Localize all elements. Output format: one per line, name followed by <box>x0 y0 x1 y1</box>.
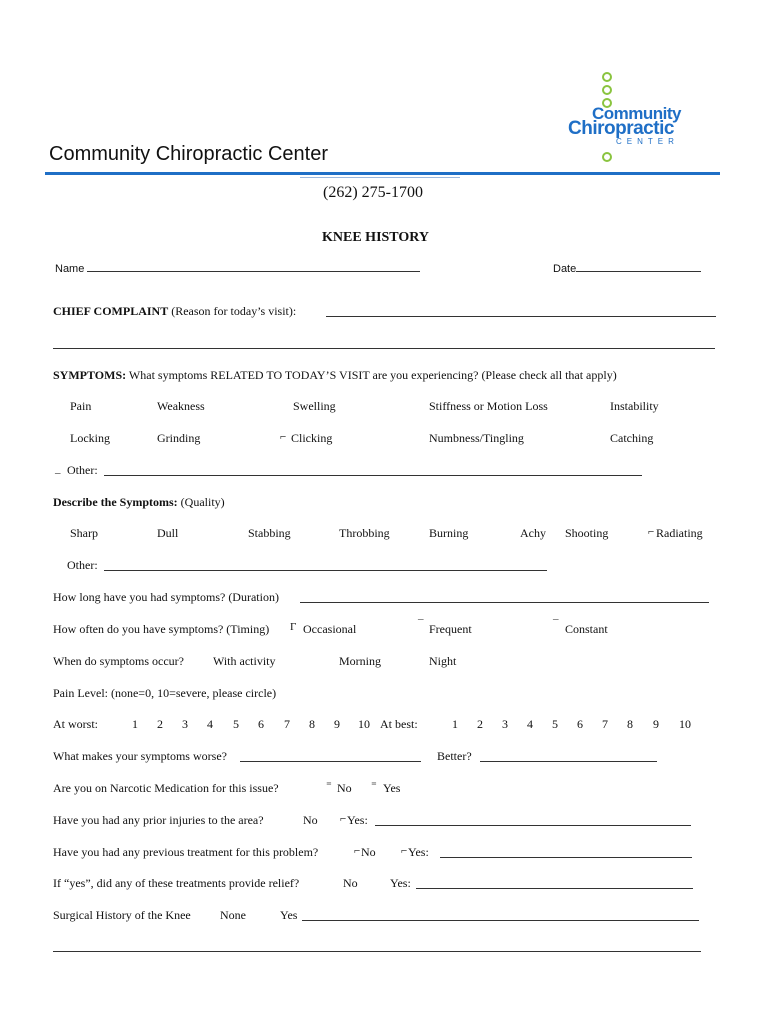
relief-input[interactable] <box>416 888 693 889</box>
prior-injuries-yes[interactable]: Yes: <box>347 813 368 827</box>
timing-question: How often do you have symptoms? (Timing) <box>53 622 270 636</box>
pain-best-option-10[interactable]: 10 <box>679 717 691 731</box>
symptom-locking[interactable]: Locking <box>70 431 110 445</box>
logo-line1: Community <box>592 104 681 123</box>
duration-input[interactable] <box>300 602 709 603</box>
symptom-catching[interactable]: Catching <box>610 431 654 445</box>
narcotic-question: Are you on Narcotic Medication for this issue? <box>53 781 279 795</box>
pain-question: Pain Level: (none=0, 10=severe, please circle) <box>53 686 277 700</box>
pain-best-option-3[interactable]: 3 <box>502 717 508 731</box>
symptom-other-label: Other: <box>67 463 98 477</box>
timing-frequent[interactable]: Frequent <box>429 622 472 636</box>
form-title: KNEE HISTORY <box>322 230 430 245</box>
date-field[interactable] <box>553 260 701 275</box>
pain-best-option-2[interactable]: 2 <box>477 717 483 731</box>
quality-other-label: Other: <box>67 558 98 572</box>
surgical-yes[interactable]: Yes <box>280 908 298 922</box>
pain-best-option-8[interactable]: 8 <box>627 717 633 731</box>
checkbox-icon[interactable]: ⌐ <box>280 431 287 443</box>
symptom-clicking[interactable]: Clicking <box>291 431 333 445</box>
checkbox-icon[interactable]: ¯ <box>553 618 559 630</box>
prior-injuries-question: Have you had any prior injuries to the area? <box>53 813 264 827</box>
name-field[interactable] <box>55 260 420 275</box>
checkbox-icon[interactable]: Γ <box>290 621 297 633</box>
pain-worst-option-6[interactable]: 6 <box>258 717 264 731</box>
symptoms-question-text: What symptoms RELATED TO TODAY’S VISIT are you experiencing? (Please check all that apply) <box>128 368 617 382</box>
quality-other-input[interactable] <box>104 570 547 571</box>
symptom-instability[interactable]: Instability <box>610 399 659 413</box>
pain-best-option-6[interactable]: 6 <box>577 717 583 731</box>
chief-hint: (Reason for today’s visit): <box>171 304 297 318</box>
prior-treatment-input[interactable] <box>440 857 692 858</box>
occur-morning[interactable]: Morning <box>339 654 381 668</box>
chief-input-line2[interactable] <box>53 348 715 349</box>
relief-question: If “yes”, did any of these treatments provide relief? <box>53 876 300 890</box>
quality-stabbing[interactable]: Stabbing <box>248 526 291 540</box>
prior-treatment-yes[interactable]: Yes: <box>408 845 429 859</box>
pain-worst-option-4[interactable]: 4 <box>207 717 213 731</box>
quality-sharp[interactable]: Sharp <box>70 526 98 540</box>
logo-line3: CENTER <box>616 137 679 146</box>
surgical-none[interactable]: None <box>220 908 246 922</box>
pain-best-option-7[interactable]: 7 <box>602 717 608 731</box>
symptom-weakness[interactable]: Weakness <box>157 399 205 413</box>
symptoms-question <box>53 368 617 383</box>
chief-input[interactable] <box>326 316 716 317</box>
quality-heading: Describe the Symptoms: <box>53 495 178 509</box>
relief-no[interactable]: No <box>343 876 358 890</box>
header-rule <box>45 172 720 175</box>
pain-worst-option-1[interactable]: 1 <box>132 717 138 731</box>
pain-worst-label: At worst: <box>53 717 98 731</box>
symptom-other-input[interactable] <box>104 475 642 476</box>
symptoms-heading: SYMPTOMS: <box>53 368 127 382</box>
pain-best-option-4[interactable]: 4 <box>527 717 533 731</box>
symptom-grinding[interactable]: Grinding <box>157 431 201 445</box>
pain-best-option-5[interactable]: 5 <box>552 717 558 731</box>
duration-question: How long have you had symptoms? (Duration) <box>53 590 279 604</box>
pain-worst-option-10[interactable]: 10 <box>358 717 370 731</box>
narcotic-no[interactable]: No <box>337 781 352 795</box>
occur-question: When do symptoms occur? <box>53 654 184 668</box>
worse-question: What makes your symptoms worse? <box>53 749 227 763</box>
checkbox-icon[interactable]: ¯ <box>418 618 424 630</box>
name-label: Name <box>55 263 85 275</box>
quality-hint: (Quality) <box>180 495 225 509</box>
checkbox-icon[interactable]: ⌐ <box>340 813 347 825</box>
checkbox-icon[interactable]: _ <box>55 463 61 475</box>
pain-worst-option-3[interactable]: 3 <box>182 717 188 731</box>
prior-injuries-input[interactable] <box>375 825 691 826</box>
chief-complaint <box>53 304 296 319</box>
symptom-stiffness[interactable]: Stiffness or Motion Loss <box>429 399 548 413</box>
checkbox-icon[interactable]: ⌐ <box>401 845 408 857</box>
symptom-swelling[interactable]: Swelling <box>293 399 336 413</box>
pain-worst-option-9[interactable]: 9 <box>334 717 340 731</box>
quality-shooting[interactable]: Shooting <box>565 526 609 540</box>
better-input[interactable] <box>480 761 657 762</box>
phone-number: (262) 275-1700 <box>323 184 423 201</box>
quality-burning[interactable]: Burning <box>429 526 469 540</box>
logo-line2: Chiropractic <box>568 118 674 139</box>
prior-injuries-no[interactable]: No <box>303 813 318 827</box>
date-input[interactable] <box>576 260 701 272</box>
narcotic-yes[interactable]: Yes <box>383 781 401 795</box>
checkbox-icon[interactable]: ⌐ <box>354 845 361 857</box>
header-rule-thin <box>300 177 460 178</box>
pain-worst-option-7[interactable]: 7 <box>284 717 290 731</box>
occur-activity[interactable]: With activity <box>213 654 276 668</box>
better-label: Better? <box>437 749 472 763</box>
pain-best-label: At best: <box>380 717 418 731</box>
timing-constant[interactable]: Constant <box>565 622 608 636</box>
quality-achy[interactable]: Achy <box>520 526 546 540</box>
date-label: Date <box>553 263 577 275</box>
quality-throbbing[interactable]: Throbbing <box>339 526 390 540</box>
relief-yes[interactable]: Yes: <box>390 876 411 890</box>
surgical-input-line2[interactable] <box>53 951 701 952</box>
symptom-pain[interactable]: Pain <box>70 399 92 413</box>
symptom-numbness[interactable]: Numbness/Tingling <box>429 431 524 445</box>
prior-treatment-no[interactable]: No <box>361 845 376 859</box>
pain-worst-option-8[interactable]: 8 <box>309 717 315 731</box>
surgical-question: Surgical History of the Knee <box>53 908 191 922</box>
worse-input[interactable] <box>240 761 421 762</box>
quality-dull[interactable]: Dull <box>157 526 179 540</box>
pain-best-option-1[interactable]: 1 <box>452 717 458 731</box>
checkbox-icon[interactable]: ⁼ <box>371 780 377 792</box>
name-input[interactable] <box>87 260 420 272</box>
quality-question <box>53 495 225 510</box>
checkbox-icon[interactable]: ⁼ <box>326 780 332 792</box>
checkbox-icon[interactable]: ⌐ <box>648 526 655 538</box>
surgical-input[interactable] <box>302 920 699 921</box>
timing-occasional[interactable]: Occasional <box>303 622 357 636</box>
prior-treatment-question: Have you had any previous treatment for this problem? <box>53 845 319 859</box>
pain-worst-option-5[interactable]: 5 <box>233 717 239 731</box>
clinic-name: Community Chiropractic Center <box>49 143 328 165</box>
pain-worst-option-2[interactable]: 2 <box>157 717 163 731</box>
occur-night[interactable]: Night <box>429 654 457 668</box>
pain-best-option-9[interactable]: 9 <box>653 717 659 731</box>
quality-radiating[interactable]: Radiating <box>656 526 703 540</box>
chief-label: CHIEF COMPLAINT <box>53 304 169 318</box>
